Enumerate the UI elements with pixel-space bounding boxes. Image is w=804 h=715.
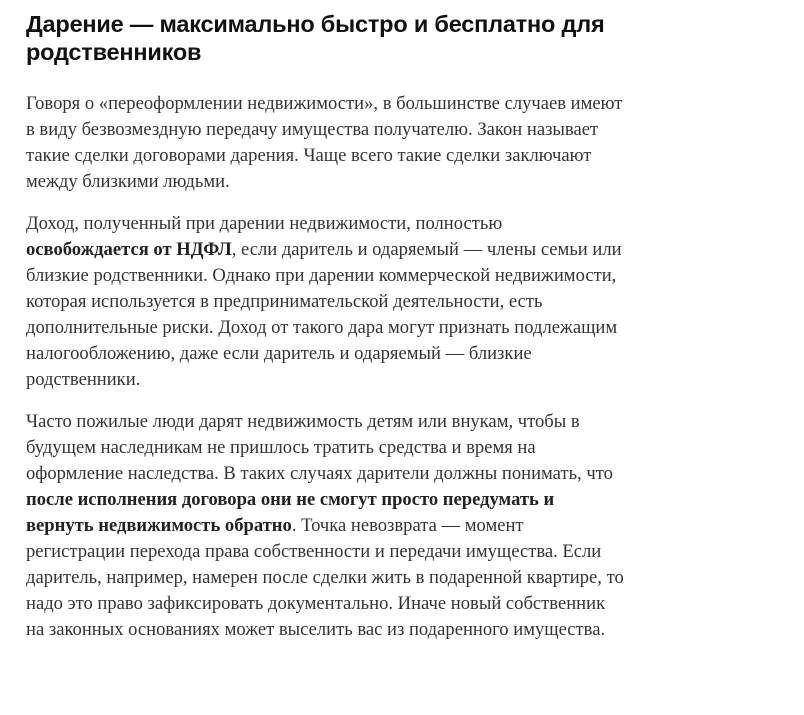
- paragraph-text: . Точка невозврата — момент регистрации перехода права собственности и передачи имущества. Если даритель, например, намерен после сделки жить в подаренной квартире, то надо это право зафиксировать документально. Иначе новый собственник на законных основаниях может выселить вас из подаренного имущества.: [26, 515, 624, 640]
- article-paragraph-1: [26, 91, 626, 195]
- paragraph-text: Говоря о «переоформлении недвижимости», в большинстве случаев имеют в виду безвозмездную передачу имущества получателю. Закон называет такие сделки договорами дарения. Чаще всего такие сделки заключают между близкими людьми.: [26, 93, 623, 192]
- paragraph-text: , если даритель и одаряемый — члены семьи или близкие родственники. Однако при дарении коммерческой недвижимости, которая используется в предпринимательской деятельности, есть дополнительные риски. Доход от такого дара могут признать подлежащим налогообложению, даже если даритель и одаряемый — близкие родственники.: [26, 239, 622, 390]
- paragraph-emphasis: освобождается от НДФЛ: [26, 239, 232, 260]
- article-paragraph-2: [26, 211, 626, 393]
- article: [26, 10, 626, 659]
- paragraph-text: Часто пожилые люди дарят недвижимость детям или внукам, чтобы в будущем наследникам не пришлось тратить средства и время на оформление наследства. В таких случаях дарители должны понимать, что: [26, 411, 613, 484]
- article-heading: Дарение — максимально быстро и бесплатно для родственников: [26, 11, 605, 65]
- paragraph-emphasis: после исполнения договора они не смогут просто передумать и вернуть недвижимость обратно: [26, 489, 555, 536]
- article-paragraph-3: [26, 409, 626, 643]
- paragraph-text: Доход, полученный при дарении недвижимости, полностью: [26, 213, 503, 234]
